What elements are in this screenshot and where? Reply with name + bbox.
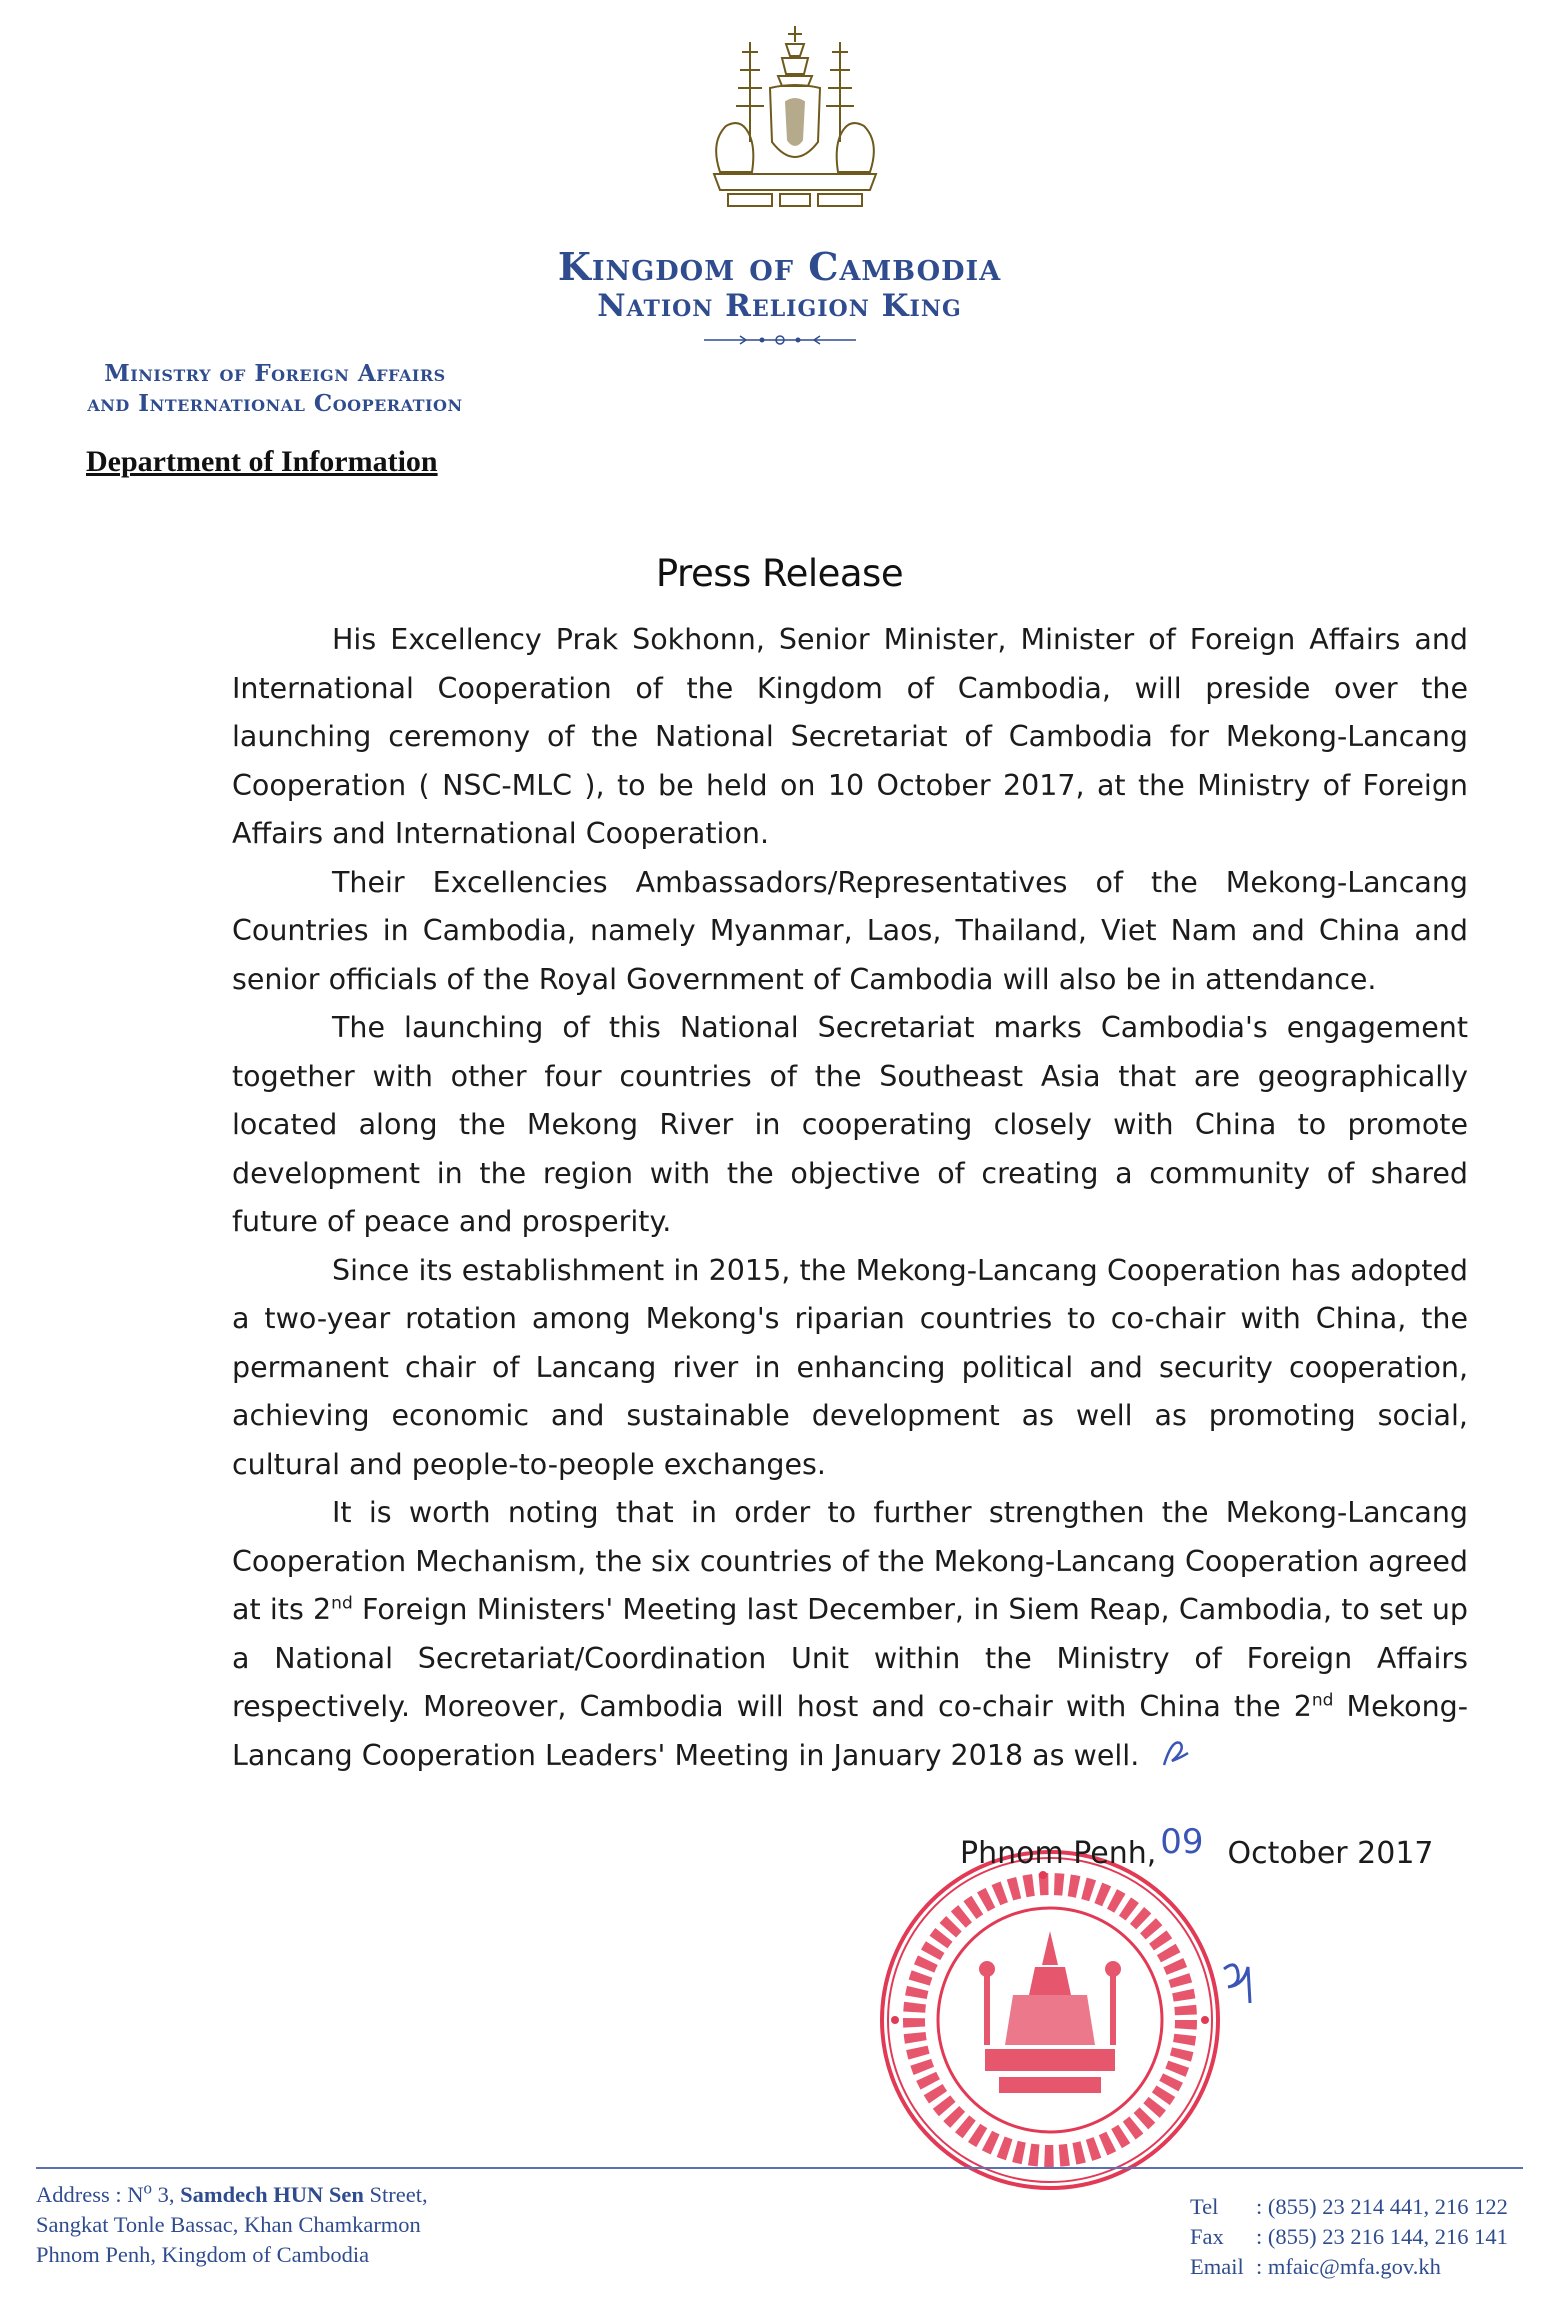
royal-arms-emblem [690, 22, 900, 212]
fax-label: Fax [1190, 2224, 1224, 2249]
ministry-name-line2: and International Cooperation [87, 390, 463, 417]
paragraph-5 [232, 1489, 1468, 1780]
department-heading: Department of Information [86, 445, 438, 478]
contact-fax [1190, 2222, 1508, 2252]
dateline-day-handwritten: 09 [1160, 1822, 1204, 1862]
handwritten-initial [1158, 1735, 1194, 1771]
signature-scribble [1218, 1955, 1262, 2007]
footer-address [36, 2180, 428, 2270]
paragraph-3: The launching of this National Secretariat marks Cambodia's engagement together with other four countries of the Southeast Asia that are geographically located along the Mekong River in cooperating closely with China to promote development in the region with the objective of creating a community of shared future of peace and prosperity. [232, 1011, 1468, 1238]
paragraph-1: His Excellency Prak Sokhonn, Senior Minister, Minister of Foreign Affairs and International Cooperation of the Kingdom of Cambodia, will preside over the launching ceremony of the National Secretariat of Cambodia for Mekong-Lancang Cooperation ( NSC-MLC ), to be held on 10 October 2017, at the Ministry of Foreign Affairs and International Cooperation. [232, 623, 1468, 850]
email-value[interactable]: : mfaic@mfa.gov.kh [1256, 2254, 1441, 2279]
tel-value: : (855) 23 214 441, 216 122 [1256, 2194, 1508, 2219]
email-label: Email [1190, 2254, 1244, 2279]
paragraph-5-part-c: Mekong-Lancang Cooperation Leaders' Meeting in January 2018 as well. [232, 1690, 1469, 1772]
ordinal-suffix: nd [1311, 1690, 1334, 1711]
press-release-body [232, 616, 1468, 1780]
dateline-place: Phnom Penh, [960, 1836, 1157, 1871]
document-title: Press Release [655, 552, 904, 595]
kingdom-title: Kingdom of Cambodia [557, 244, 1002, 289]
address-line-2: Sangkat Tonle Bassac, Khan Chamkarmon [36, 2212, 421, 2237]
address-line-1 [36, 2180, 428, 2210]
paragraph-2: Their Excellencies Ambassadors/Representatives of the Mekong-Lancang Countries in Cambodia, namely Myanmar, Laos, Thailand, Viet Nam and China and senior officials of the Royal Government of Cambodia will also be in attendance. [232, 865, 1468, 996]
official-seal-stamp [875, 1845, 1225, 2195]
footer-contact [1190, 2192, 1508, 2282]
contact-email [1190, 2252, 1508, 2282]
address-number: 3, [152, 2182, 181, 2207]
dateline-month-year: October 2017 [1227, 1836, 1434, 1871]
ministry-name-line1: Ministry of Foreign Affairs [104, 360, 446, 387]
paragraph-5-part-b: Foreign Ministers' Meeting last December, in Siem Reap, Cambodia, to set up a National Secretariat/Coordination Unit within the Ministry of Foreign Affairs respectively. Moreover, Cambodia will host and co-chair with China the 2 [232, 1593, 1469, 1723]
ordinal-suffix: nd [331, 1593, 353, 1614]
ornament-divider [700, 332, 860, 348]
address-line-3: Phnom Penh, Kingdom of Cambodia [36, 2242, 370, 2267]
address-street-name: Samdech HUN Sen [180, 2182, 364, 2207]
address-number-sign: o [143, 2178, 152, 2198]
tel-label: Tel [1190, 2194, 1219, 2219]
paragraph-4: Since its establishment in 2015, the Mekong-Lancang Cooperation has adopted a two-year rotation among Mekong's riparian countries to co-chair with China, the permanent chair of Lancang river in enhancing political and security cooperation, achieving economic and sustainable development as well as promoting social, cultural and people-to-people exchanges. [232, 1253, 1468, 1481]
contact-tel [1190, 2192, 1508, 2222]
address-label: Address : N [36, 2182, 144, 2207]
footer-divider [36, 2167, 1523, 2169]
paragraph-5-part-a: It is worth noting that in order to further strengthen the Mekong-Lancang Cooperation Mechanism, the six countries of the Mekong-Lancang Cooperation agreed at its 2 [232, 1496, 1468, 1626]
fax-value: : (855) 23 216 144, 216 141 [1256, 2224, 1508, 2249]
national-motto: Nation Religion King [597, 288, 962, 324]
dateline [960, 1822, 1434, 1872]
address-street-suffix: Street, [363, 2182, 428, 2207]
